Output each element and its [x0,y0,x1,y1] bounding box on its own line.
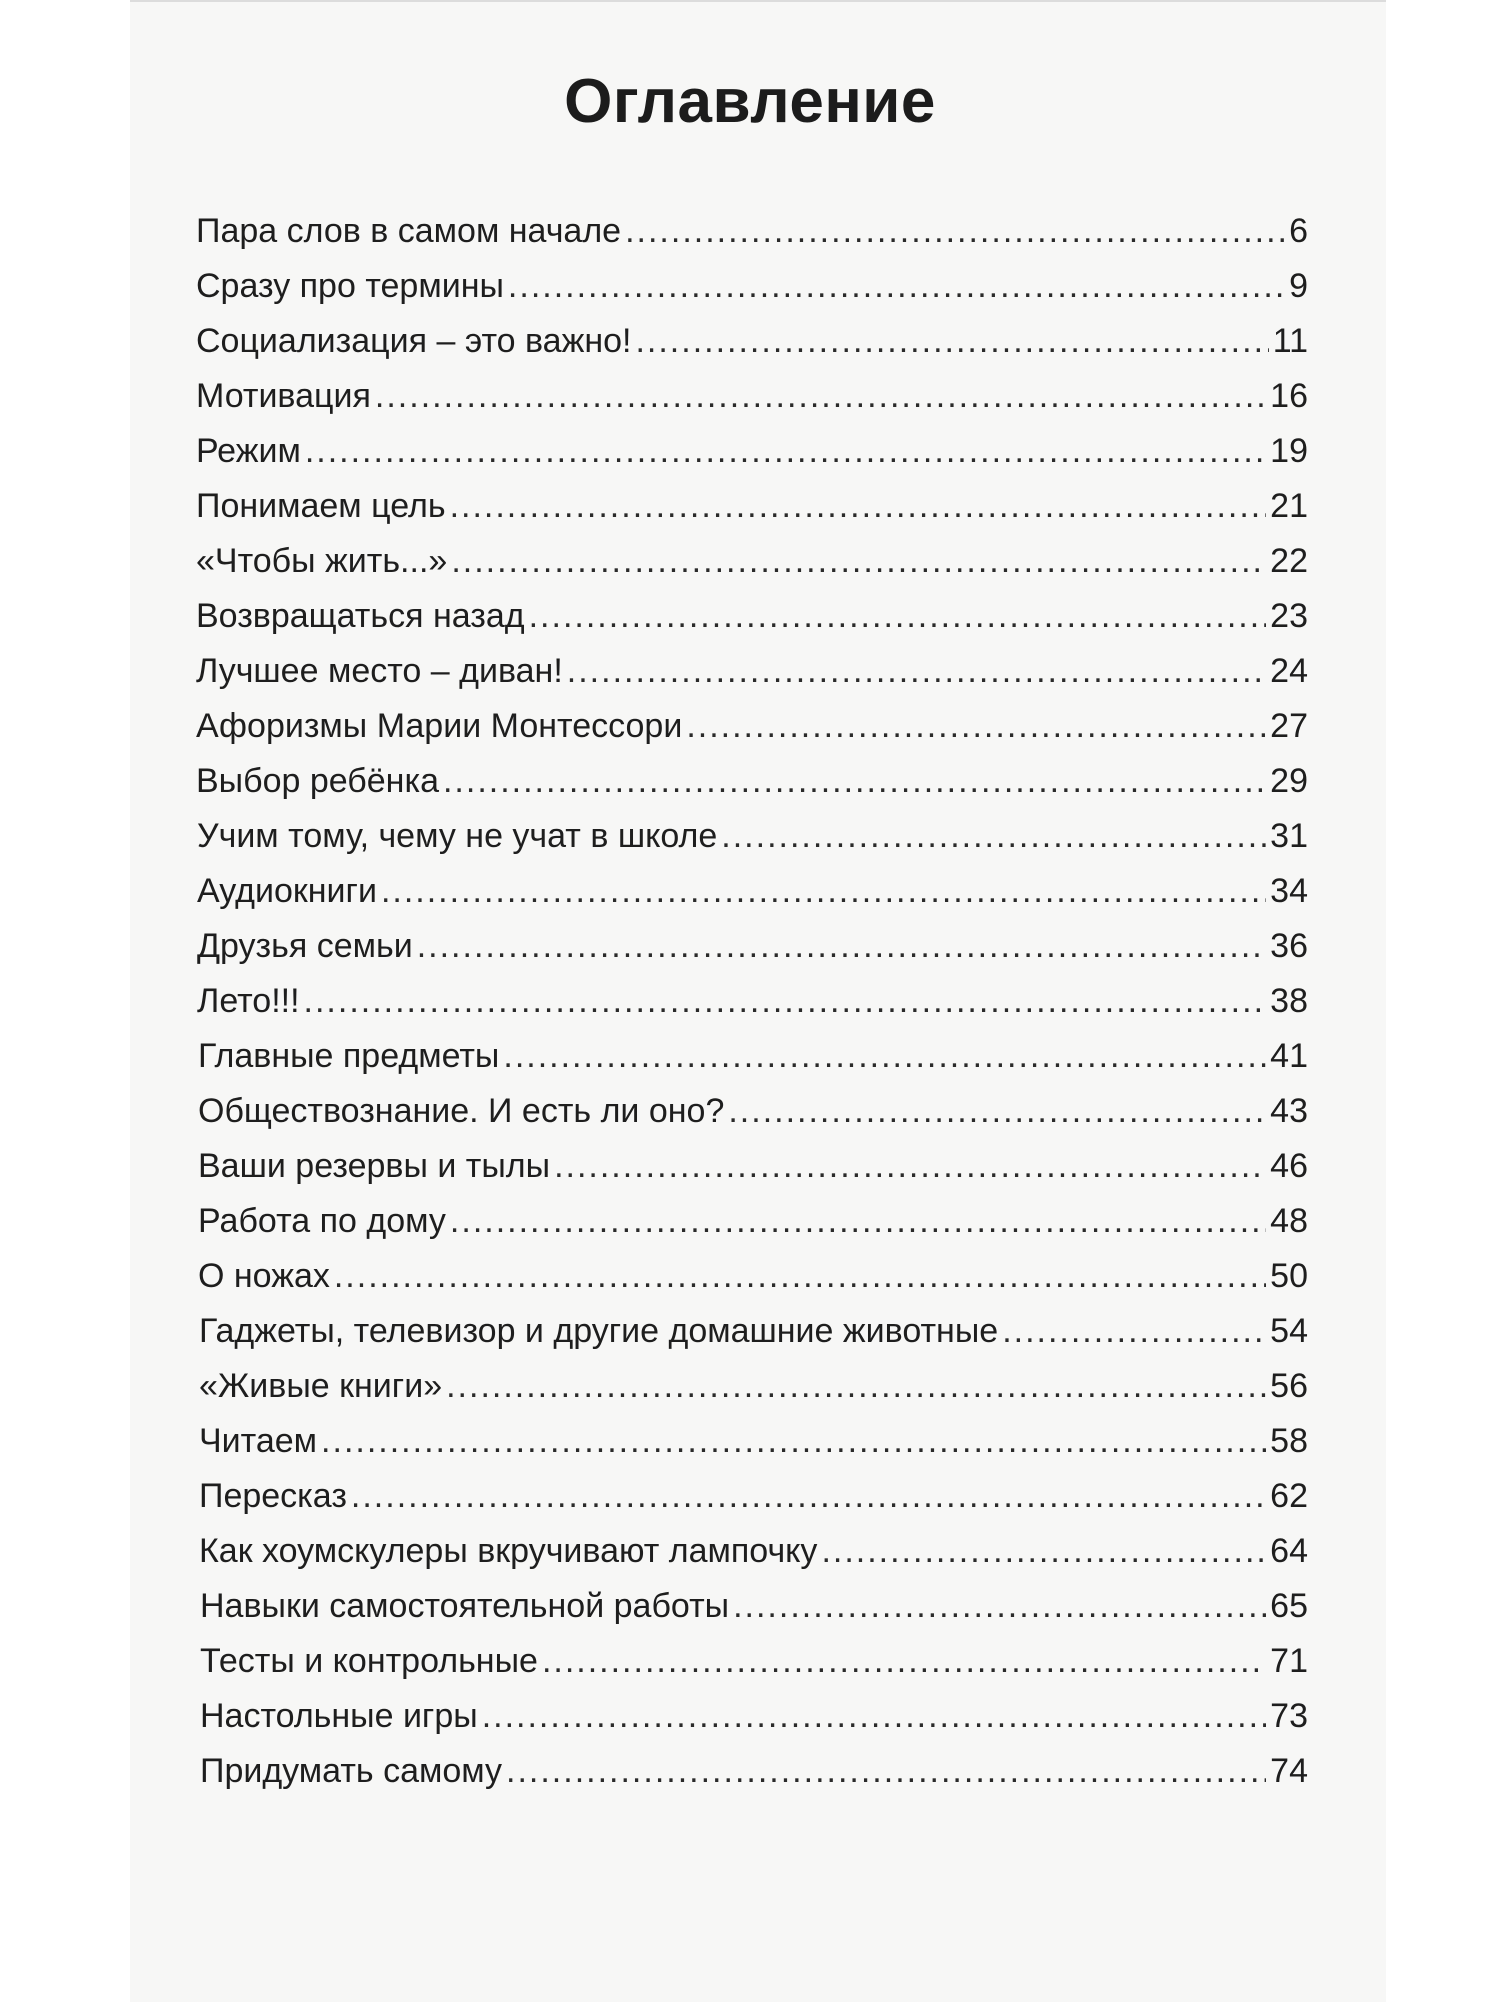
toc-entry [196,542,1308,592]
dot-leader [635,322,1268,361]
toc-entry-title: Ваши резервы и тылы [198,1147,551,1185]
toc-entry-page: 43 [1270,1092,1308,1130]
toc-entry-page: 71 [1270,1642,1308,1680]
toc-entry-title: Друзья семьи [197,927,413,965]
toc-entry-page: 62 [1270,1477,1308,1515]
dot-leader [567,652,1266,691]
toc-entry [198,1037,1308,1087]
toc-entry-page: 21 [1270,487,1308,525]
toc-entry-page: 50 [1270,1257,1308,1295]
toc-entry [196,267,1308,317]
dot-leader [728,1092,1266,1131]
toc-entry-page: 11 [1272,322,1308,360]
dot-leader [625,212,1285,251]
dot-leader [450,1202,1266,1241]
toc-entry [199,1422,1308,1472]
toc-entry-title: Читаем [199,1422,318,1460]
toc-entry-page: 54 [1270,1312,1308,1350]
toc-entry-title: Возвращаться назад [196,597,525,635]
toc-entry-title: Режим [196,432,301,470]
toc-entry [198,1147,1308,1197]
toc-entry-page: 48 [1270,1202,1308,1240]
toc-entry [196,377,1308,427]
toc-entry-page: 9 [1289,267,1308,305]
dot-leader [506,1752,1266,1791]
toc-entry [197,872,1308,922]
dot-leader [417,927,1266,966]
toc-entry-page: 23 [1270,597,1308,635]
toc-entry-page: 65 [1270,1587,1308,1625]
dot-leader [733,1587,1266,1626]
dot-leader [304,982,1267,1021]
toc-entry-page: 56 [1270,1367,1308,1405]
toc-entry-title: «Живые книги» [199,1367,443,1405]
toc-entry-title: Выбор ребёнка [196,762,439,800]
toc-entry-title: Социализация – это важно! [196,322,632,360]
toc-entry [196,322,1308,372]
toc-entry-page: 19 [1270,432,1308,470]
toc-entry-page: 24 [1270,652,1308,690]
dot-leader [529,597,1267,636]
toc-entry-title: О ножах [198,1257,330,1295]
toc-entry [197,927,1308,977]
dot-leader [508,267,1285,306]
toc-entry-title: Главные предметы [198,1037,500,1075]
toc-entry [196,652,1308,702]
toc-entry-title: Лето!!! [197,982,300,1020]
dot-leader [721,817,1266,856]
dot-leader [321,1422,1266,1461]
toc-entry-title: Навыки самостоятельной работы [200,1587,730,1625]
toc-entry [198,1092,1308,1142]
toc-entry-title: Сразу про термины [196,267,504,305]
toc-entry-title: «Чтобы жить...» [196,542,448,580]
toc-entry-page: 64 [1270,1532,1308,1570]
toc-entry-title: Тесты и контрольные [200,1642,538,1680]
toc-entry-title: Мотивация [196,377,371,415]
dot-leader [381,872,1266,911]
dot-leader [686,707,1266,746]
toc-entry-title: Гаджеты, телевизор и другие домашние животные [199,1312,999,1350]
toc-entry [197,817,1308,867]
toc-entry-title: Лучшее место – диван! [196,652,563,690]
dot-leader [554,1147,1266,1186]
toc-entry-page: 34 [1270,872,1308,910]
toc-entry-page: 46 [1270,1147,1308,1185]
toc-entry-page: 38 [1270,982,1308,1020]
toc-entry [200,1752,1308,1802]
toc-entry [196,597,1308,647]
page-title: Оглавление [564,67,936,136]
toc-entry [196,707,1308,757]
dot-leader [446,1367,1266,1406]
toc-entry-title: Учим тому, чему не учат в школе [197,817,718,855]
dot-leader [451,542,1266,581]
toc-entry [196,432,1308,482]
dot-leader [443,762,1266,801]
toc-entry [198,1202,1308,1252]
toc-entry-title: Настольные игры [200,1697,478,1735]
toc-entry-page: 58 [1270,1422,1308,1460]
toc-entry-title: Понимаем цель [196,487,446,525]
toc-entry [199,1477,1308,1527]
toc-entry-page: 22 [1270,542,1308,580]
dot-leader [821,1532,1266,1571]
dot-leader [542,1642,1266,1681]
toc-entry [198,1257,1308,1307]
dot-leader [375,377,1266,416]
dot-leader [305,432,1266,471]
dot-leader [334,1257,1266,1296]
toc-entry [196,212,1308,262]
toc-entry-page: 6 [1289,212,1308,250]
toc-entry-title: Как хоумскулеры вкручивают лампочку [199,1532,818,1570]
toc-entry-page: 29 [1270,762,1308,800]
toc-entry [199,1367,1308,1417]
toc-entry-title: Афоризмы Марии Монтессори [196,707,683,745]
toc-entry-page: 36 [1270,927,1308,965]
toc-entry [199,1532,1308,1582]
toc-entry [196,762,1308,812]
toc-entry [199,1312,1308,1362]
toc-entry [197,982,1308,1032]
dot-leader [351,1477,1266,1516]
toc-entry-title: Обществознание. И есть ли оно? [198,1092,725,1130]
toc-entry-title: Пара слов в самом начале [196,212,622,250]
toc-entry-page: 31 [1270,817,1308,855]
toc-entry-page: 41 [1270,1037,1308,1075]
dot-leader [450,487,1267,526]
dot-leader [1002,1312,1266,1351]
toc-entry-page: 74 [1270,1752,1308,1790]
toc-entry-page: 16 [1270,377,1308,415]
toc-entry [200,1697,1308,1747]
toc-entry-page: 27 [1270,707,1308,745]
toc-entry-title: Работа по дому [198,1202,446,1240]
toc-entry [200,1642,1308,1692]
toc-entry [200,1587,1308,1637]
dot-leader [503,1037,1266,1076]
dot-leader [482,1697,1266,1736]
toc-entry-title: Придумать самому [200,1752,503,1790]
toc-entry-title: Пересказ [199,1477,347,1515]
toc-entry-page: 73 [1270,1697,1308,1735]
toc-entry-title: Аудиокниги [197,872,377,910]
toc-entry [196,487,1308,537]
